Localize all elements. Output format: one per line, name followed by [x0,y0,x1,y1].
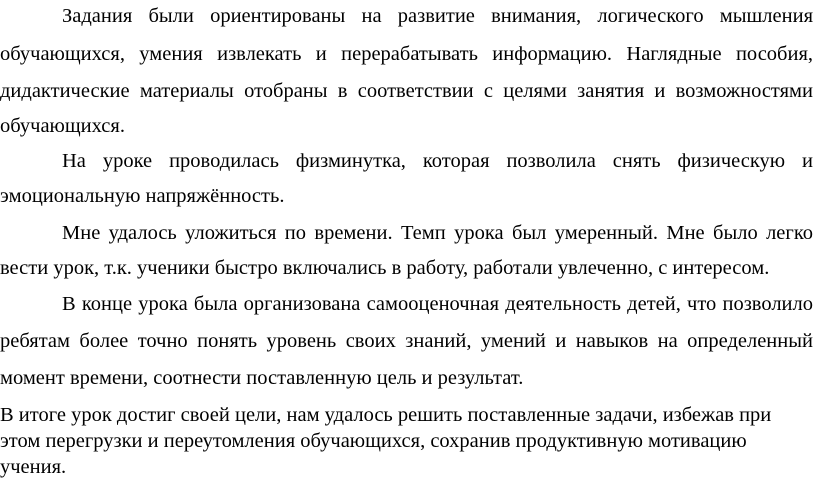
paragraph-4-line-2: ребятам более точно понять уровень своих знаний, умений и навыков на определенный [0,330,813,352]
paragraph-1-line-4: обучающихся. [0,115,125,137]
paragraph-1-line-3: дидактические материалы отобраны в соответствии с целями занятия и возможностями [0,80,813,102]
paragraph-2-line-2: эмоциональную напряжённость. [0,185,285,207]
paragraph-4-line-3: момент времени, соотнести поставленную цель и результат. [0,367,524,389]
paragraph-3-line-2: вести урок, т.к. ученики быстро включались в работу, работали увлеченно, с интересом. [0,257,770,279]
paragraph-2-line-1: На уроке проводилась физминутка, которая позволила снять физическую и [62,150,813,172]
paragraph-5-line-3: учения. [0,456,67,478]
paragraph-5-line-1: В итоге урок достиг своей цели, нам удалось решить поставленные задачи, избежав при [0,404,772,426]
paragraph-5-line-2: этом перегрузки и переутомления обучающихся, сохранив продуктивную мотивацию [0,430,747,452]
paragraph-4-line-1: В конце урока была организована самооценочная деятельность детей, что позволило [62,293,813,315]
paragraph-1-line-2: обучающихся, умения извлекать и перерабатывать информацию. Наглядные пособия, [0,43,813,65]
paragraph-3-line-1: Мне удалось уложиться по времени. Темп урока был умеренный. Мне было легко [62,222,813,244]
paragraph-1-line-1: Задания были ориентированы на развитие внимания, логического мышления [62,5,813,27]
